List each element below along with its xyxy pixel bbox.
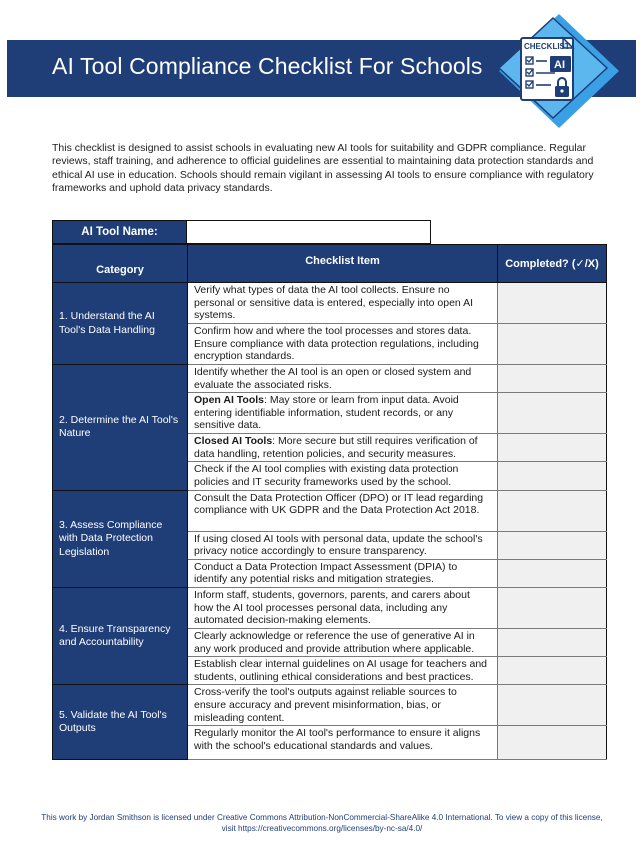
item-text: : May store or learn from input data. Avoid entering identifiable information, student records, or any sensitive data. xyxy=(194,394,459,432)
completed-cell[interactable] xyxy=(498,365,607,393)
checklist-table-container xyxy=(52,220,606,760)
table-row xyxy=(53,283,607,324)
checklist-item-cell xyxy=(188,462,498,490)
item-lead: Open AI Tools xyxy=(194,394,264,407)
category-cell: 3. Assess Compliance with Data Protection Legislation xyxy=(53,490,188,587)
table-row xyxy=(53,587,607,628)
header-completed: Completed? (✓/X) xyxy=(498,245,607,283)
completed-cell[interactable] xyxy=(498,490,607,531)
item-text: Verify what types of data the AI tool collects. Ensure no personal or sensitive data is entered, especially into open AI systems. xyxy=(194,284,474,322)
checklist-item-cell xyxy=(188,283,498,324)
checklist-item-cell xyxy=(188,434,498,462)
category-cell: 2. Determine the AI Tool's Nature xyxy=(53,365,188,491)
table-row xyxy=(53,365,607,393)
item-text: Cross-verify the tool's outputs against reliable sources to ensure accuracy and prevent misinformation, bias, or misleading content. xyxy=(194,686,457,724)
item-text: Clearly acknowledge or reference the use of generative AI in any work produced and provide attribution where applicable. xyxy=(194,629,475,655)
checklist-item-cell xyxy=(188,393,498,434)
intro-paragraph: This checklist is designed to assist schools in evaluating new AI tools for suitability and GDPR compliance. Regular reviews, staff training, and adherence to official guidelines are essential to maintaining data protection standards and ethical AI use in education. Schools should remain vigilant in assessing AI tools to ensure compliance with regulatory frameworks and uphold data privacy standards. xyxy=(52,142,594,195)
header-category: Category xyxy=(53,245,188,283)
checklist-item-cell xyxy=(188,726,498,760)
item-text: Identify whether the AI tool is an open or closed system and evaluate the associated risks. xyxy=(194,366,472,391)
category-cell: 5. Validate the AI Tool's Outputs xyxy=(53,685,188,760)
completed-cell[interactable] xyxy=(498,531,607,559)
logo-ai-badge: AI xyxy=(554,59,565,71)
table-row xyxy=(53,685,607,726)
checklist-item-cell xyxy=(188,628,498,656)
item-text: Establish clear internal guidelines on AI usage for teachers and students, outlining ethical considerations and best practices. xyxy=(194,658,488,683)
tool-name-label: AI Tool Name: xyxy=(52,220,187,244)
checklist-item-cell xyxy=(188,324,498,365)
tool-name-row xyxy=(52,220,606,244)
checklist-item-cell xyxy=(188,365,498,393)
checklist-item-cell xyxy=(188,531,498,559)
completed-cell[interactable] xyxy=(498,628,607,656)
item-text: Conduct a Data Protection Impact Assessment (DPIA) to identify any potential risks and mitigation strategies. xyxy=(194,560,458,586)
completed-cell[interactable] xyxy=(498,726,607,760)
item-text: Check if the AI tool complies with existing data protection policies and IT security frameworks used by the school. xyxy=(194,463,459,488)
table-row xyxy=(53,490,607,531)
item-text: Regularly monitor the AI tool's performance to ensure it aligns with the school's educational standards and values. xyxy=(194,727,481,752)
checklist-item-cell xyxy=(188,657,498,685)
item-text: Inform staff, students, governors, parents, and carers about how the AI tool processes personal data, including any automated decision-making elements. xyxy=(194,588,470,627)
header-checklist-item: Checklist Item xyxy=(188,245,498,283)
completed-cell[interactable] xyxy=(498,434,607,462)
checklist-item-cell xyxy=(188,559,498,587)
license-footer: This work by Jordan Smithson is licensed under Creative Commons Attribution-NonCommercial-ShareAlike 4.0 International. To view a copy of this license, visit https://creativecommons.org/licenses/by-nc-sa/4.0/ xyxy=(41,813,603,833)
checklist-document-lock-icon xyxy=(495,12,623,130)
table-header-row xyxy=(53,245,607,283)
category-cell: 1. Understand the AI Tool's Data Handling xyxy=(53,283,188,365)
page-title: AI Tool Compliance Checklist For Schools xyxy=(52,53,483,79)
category-cell: 4. Ensure Transparency and Accountability xyxy=(53,587,188,684)
tool-name-field[interactable] xyxy=(187,220,431,244)
item-lead: Closed AI Tools xyxy=(194,435,273,448)
completed-cell[interactable] xyxy=(498,587,607,628)
completed-cell[interactable] xyxy=(498,657,607,685)
checklist-table xyxy=(52,244,607,760)
completed-cell[interactable] xyxy=(498,283,607,324)
item-text: : More secure but still requires verification of data handling, retention policies, and security measures. xyxy=(194,435,478,460)
item-text: If using closed AI tools with personal data, update the school's privacy notice accordingly to ensure transparency. xyxy=(194,532,483,558)
item-text: Confirm how and where the tool processes and stores data. Ensure compliance with data protection regulations, including encryption standards. xyxy=(194,325,479,363)
checklist-item-cell xyxy=(188,587,498,628)
completed-cell[interactable] xyxy=(498,393,607,434)
completed-cell[interactable] xyxy=(498,685,607,726)
checklist-body xyxy=(53,283,607,760)
checklist-item-cell xyxy=(188,490,498,531)
logo-heading: CHECKLIST xyxy=(524,42,570,51)
completed-cell[interactable] xyxy=(498,462,607,490)
item-text: Consult the Data Protection Officer (DPO) or IT lead regarding compliance with UK GDPR and the Data Protection Act 2018. xyxy=(194,491,484,517)
completed-cell[interactable] xyxy=(498,324,607,365)
completed-cell[interactable] xyxy=(498,559,607,587)
checklist-item-cell xyxy=(188,685,498,726)
